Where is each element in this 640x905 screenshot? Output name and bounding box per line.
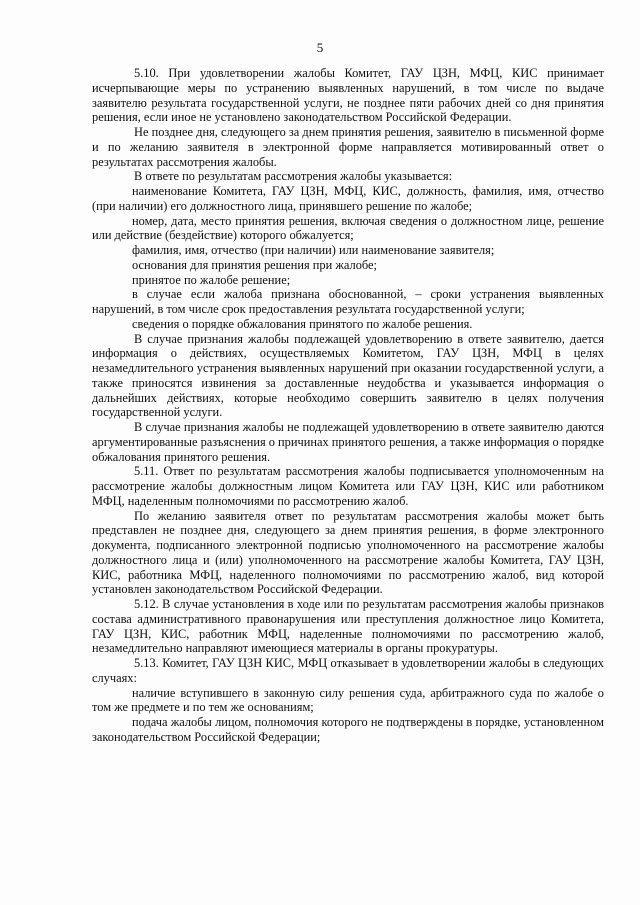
paragraph-5-12: 5.12. В случае установления в ходе или по результатам рассмотрения жалобы признаков состава административного правонарушения или преступления должностное лицо Комитета, ГАУ ЦЗН, КИС, работник МФЦ, наделенные полномочиями по рассмотрению жалоб, незамедлительно направляют имеющиеся материалы в органы прокуратуры.: [92, 597, 604, 656]
paragraph-response-deadline: Не позднее дня, следующего за днем принятия решения, заявителю в письменной форме и по желанию заявителя в электронной форме направляется мотивированный ответ о результатах рассмотрения жалобы.: [92, 125, 604, 169]
document-body: [92, 66, 604, 745]
paragraph-electronic-response: По желанию заявителя ответ по результатам рассмотрения жалобы может быть представлен не позднее дня, следующего за днем принятия решения, в форме электронного документа, подписанного электронной подписью уполномоченного на рассмотрение жалобы должностного лица и (или) уполномоченного на рассмотрение жалобы Комитета, ГАУ ЦЗН, КИС, работника МФЦ, наделенного полномочиями по рассмотрению жалоб, вид которой установлен законодательством Российской Федерации.: [92, 508, 604, 597]
paragraph-5-13: 5.13. Комитет, ГАУ ЦЗН КИС, МФЦ отказывает в удовлетворении жалобы в следующих случаях:: [92, 656, 604, 685]
list-item: номер, дата, место принятия решения, включая сведения о должностном лице, решение или действие (бездействие) которого обжалуется;: [92, 213, 604, 243]
list-item: наличие вступившего в законную силу решения суда, арбитражного суда по жалобе о том же предмете и по тем же основаниям;: [92, 685, 604, 715]
page-number: 5: [316, 40, 324, 55]
list-item: сведения о порядке обжалования принятого по жалобе решения.: [132, 316, 473, 331]
paragraph-complaint-satisfied: В случае признания жалобы подлежащей удовлетворению в ответе заявителю, дается информация о действиях, осуществляемых Комитетом, ГАУ ЦЗН, МФЦ в целях незамедлительного устранения выявленных нарушений при оказании государственной услуги, а также приносятся извинения за доставленные неудобства и указывается информация о дальнейших действиях, которые необходимо совершить заявителю в целях получения государственной услуги.: [92, 331, 604, 420]
list-item: наименование Комитета, ГАУ ЦЗН, МФЦ, КИС, должность, фамилия, имя, отчество (при наличии) его должностного лица, принявшего решение по жалобе;: [92, 184, 604, 213]
paragraph-5-11: 5.11. Ответ по результатам рассмотрения жалобы подписывается уполномоченным на рассмотрение жалобы должностным лицом Комитета или ГАУ ЦЗН, КИС или работником МФЦ, наделенным полномочиями по рассмотрению жалоб.: [92, 464, 604, 508]
list-item: фамилия, имя, отчество (при наличии) или наименование заявителя;: [132, 243, 495, 257]
paragraph-response-contents-intro: В ответе по результатам рассмотрения жалобы указывается:: [134, 169, 453, 184]
paragraph-5-10: 5.10. При удовлетворении жалобы Комитет, ГАУ ЦЗН, МФЦ, КИС принимает исчерпывающие меры по устранению выявленных нарушений, в том числе по выдаче заявителю результата государственной услуги, не позднее пяти рабочих дней со дня принятия решения, если иное не установлено законодательством Российской Федерации.: [92, 66, 604, 125]
list-item: основания для принятия решения при жалобе;: [132, 257, 377, 272]
list-item: подача жалобы лицом, полномочия которого не подтверждены в порядке, установленном законодательством Российской Федерации;: [92, 715, 604, 744]
paragraph-complaint-rejected: В случае признания жалобы не подлежащей удовлетворению в ответе заявителю даются аргументированные разъяснения о причинах принятого решения, а также информация о порядке обжалования принятого решения.: [92, 420, 605, 464]
list-item: принятое по жалобе решение;: [132, 272, 291, 287]
list-item: в случае если жалоба признана обоснованной, – сроки устранения выявленных нарушений, в том числе срок предоставления результата государственной услуги;: [92, 287, 604, 316]
